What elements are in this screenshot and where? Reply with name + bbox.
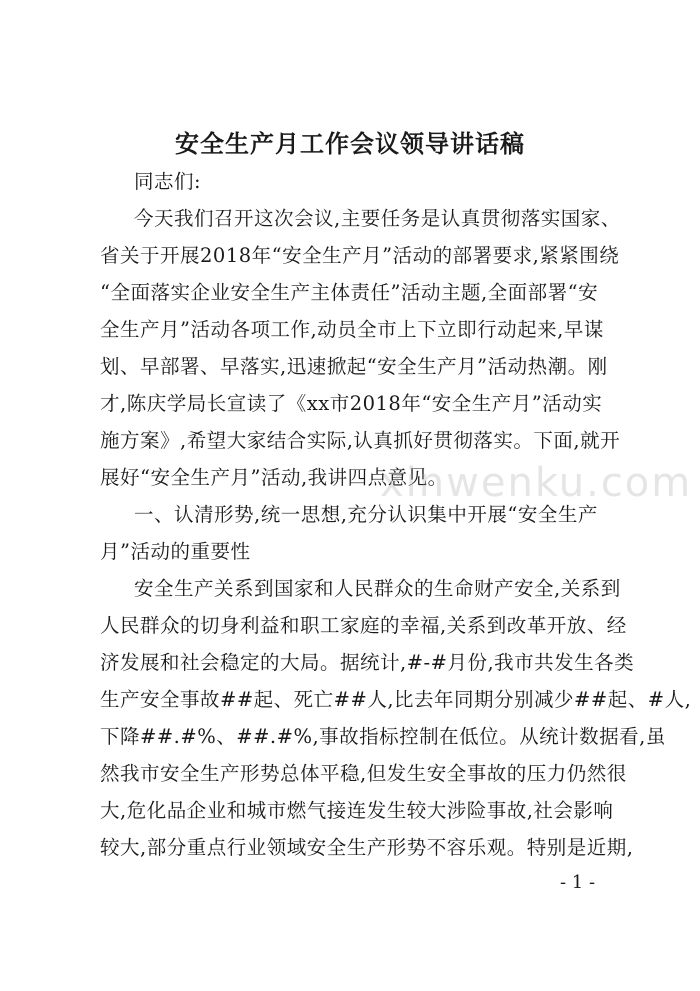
body-line: 生产安全事故##起、死亡##人,比去年同期分别减少##起、#人, [100, 688, 692, 711]
body-line: 人民群众的切身利益和职工家庭的幸福,关系到改革开放、经 [100, 614, 627, 637]
section-heading-line: 一、认清形势,统一思想,充分认识集中开展“安全生产 [134, 503, 598, 526]
body-line: 展好“安全生产月”活动,我讲四点意见。 [100, 466, 448, 489]
body-line: 济发展和社会稳定的大局。据统计,#-#月份,我市共发生各类 [100, 651, 635, 674]
body-line: 较大,部分重点行业领域安全生产形势不容乐观。特别是近期, [100, 836, 634, 859]
page-number: - 1 - [560, 872, 596, 893]
body-line: 大,危化品企业和城市燃气接连发生较大涉险事故,社会影响 [100, 799, 614, 822]
body-line: “全面落实企业安全生产主体责任”活动主题,全面部署“安 [100, 281, 599, 304]
salutation: 同志们: [134, 170, 202, 193]
body-line: 安全生产关系到国家和人民群众的生命财产安全,关系到 [134, 577, 621, 600]
body-line: 才,陈庆学局长宣读了《xx市2018年“安全生产月”活动实 [100, 392, 603, 415]
body-line: 然我市安全生产形势总体平稳,但发生安全事故的压力仍然很 [100, 762, 627, 785]
section-heading-line: 月”活动的重要性 [100, 540, 251, 563]
body-line: 今天我们召开这次会议,主要任务是认真贯彻落实国家、 [134, 207, 621, 230]
body-line: 划、早部署、早落实,迅速掀起“安全生产月”活动热潮。刚 [100, 355, 608, 378]
body-line: 全生产月”活动各项工作,动员全市上下立即行动起来,早谋 [100, 318, 604, 341]
body-line: 省关于开展2018年“安全生产月”活动的部署要求,紧紧围绕 [100, 244, 620, 267]
document-title: 安全生产月工作会议领导讲话稿 [175, 129, 525, 158]
watermark: xinwenku.com [380, 460, 693, 506]
body-line: 下降##.#%、##.#%,事故指标控制在低位。从统计数据看,虽 [100, 725, 666, 748]
body-line: 施方案》,希望大家结合实际,认真抓好贯彻落实。下面,就开 [100, 429, 621, 452]
